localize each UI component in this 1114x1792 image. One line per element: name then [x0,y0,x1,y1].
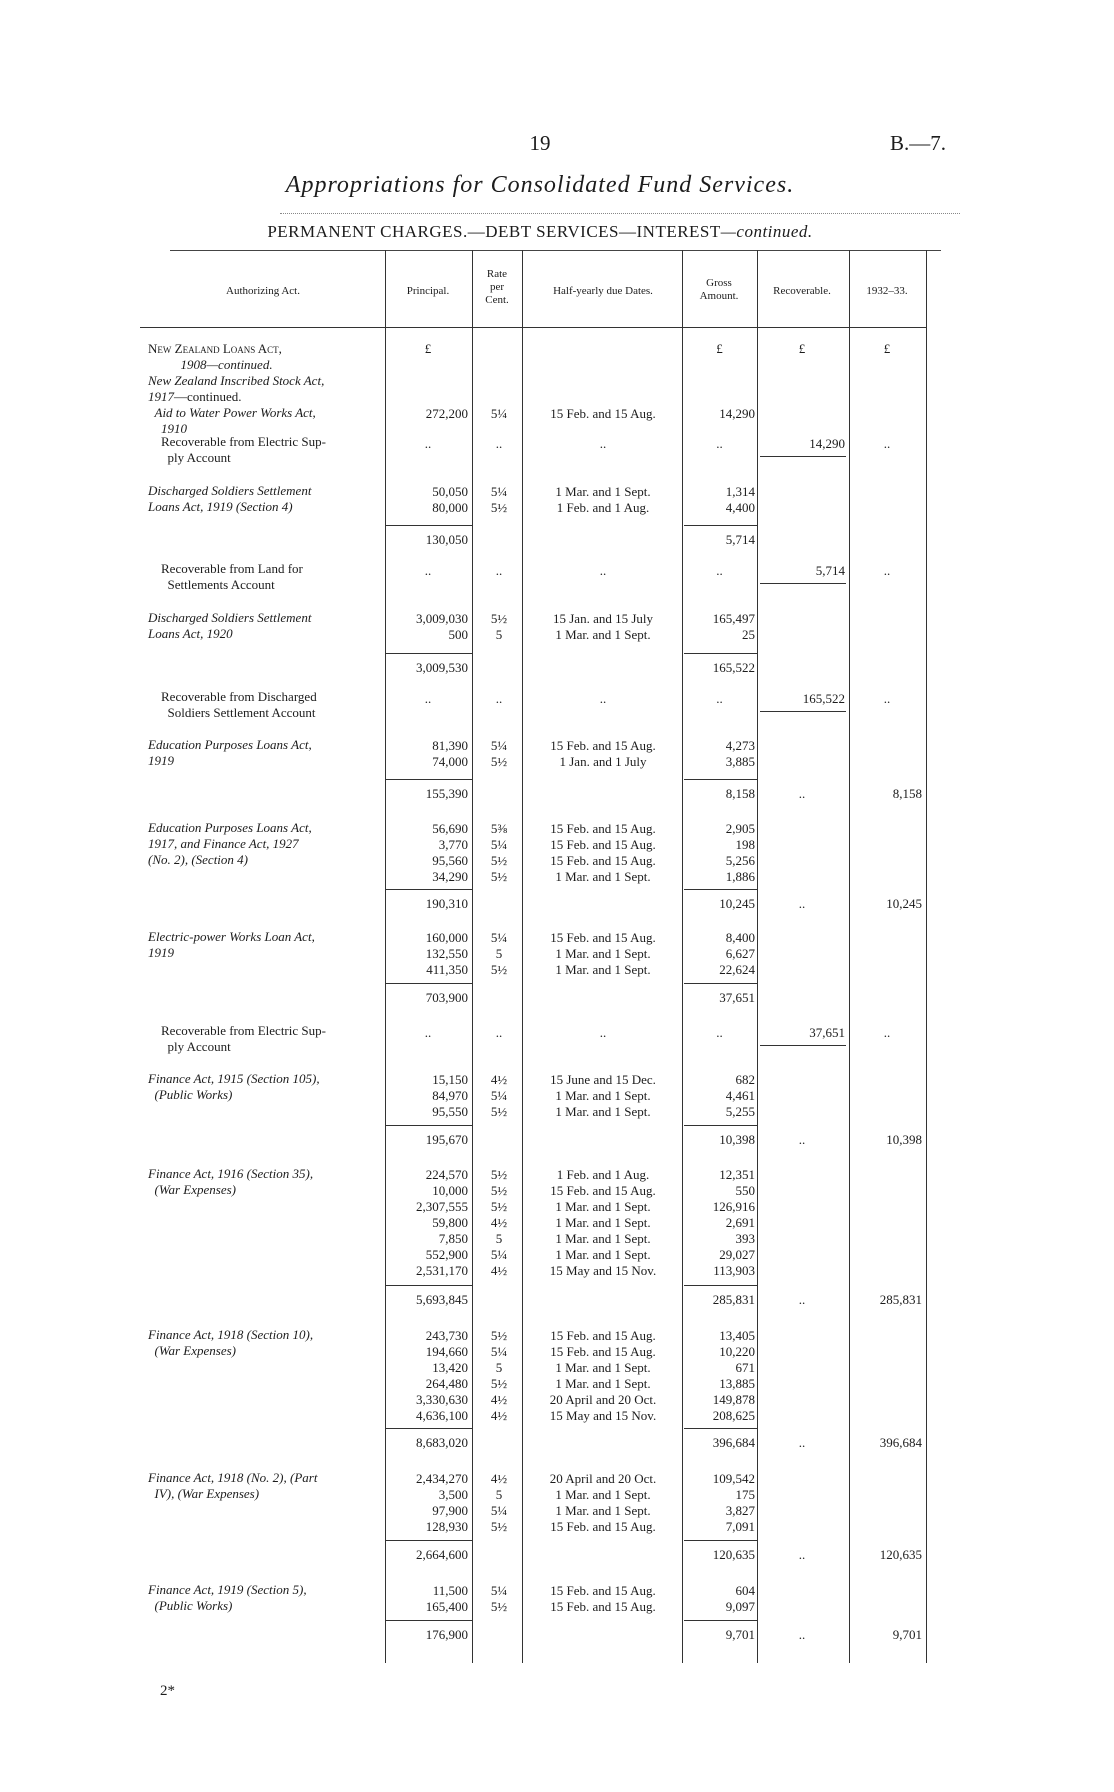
principal-total: 5,693,845 [416,1292,468,1307]
principal-total: 8,683,020 [416,1435,468,1450]
rate-value: 5⅜ [490,821,508,836]
empty-dates: .. [599,563,607,578]
rate-value: 4½ [490,1471,508,1486]
act-text: Finance Act, 1918 (No. 2), (Part [148,1470,318,1485]
rate-value: 5 [495,946,503,961]
year-total: 10,398 [886,1132,922,1147]
authorizing-act: Recoverable from Land for Settlements Account [148,561,303,592]
principal-value: 84,970 [432,1088,468,1103]
title-rule [280,213,960,214]
authorizing-act [148,1582,382,1614]
header-authorizing-act: Authorizing Act. [226,285,300,297]
principal-value: 7,850 [438,1231,468,1246]
principal-value: 194,660 [425,1344,468,1359]
recoverable-total: .. [798,786,806,801]
gross-amount-total: 10,245 [719,896,755,911]
authorizing-act [148,929,382,961]
authorizing-act: Recoverable from Electric Sup- ply Account [148,434,326,465]
due-dates: 15 May and 15 Nov. [549,1263,657,1278]
act-text: Loans Act, 1919 (Section 4) [148,499,293,514]
gross-amount-value: 126,916 [712,1199,755,1214]
act-text: New Zealand Loans Act, [148,341,282,356]
total-rule [386,653,472,654]
principal-total: 176,900 [425,1627,468,1642]
rate-value: 5½ [490,853,508,868]
act-text: (Public Works) [154,1087,233,1102]
due-dates: 1 Mar. and 1 Sept. [555,1088,651,1103]
rate-value: 5 [495,1487,503,1502]
empty-gross: .. [716,436,723,451]
principal-value: 59,800 [432,1215,468,1230]
recoverable-value: 165,522 [802,691,845,706]
act-text: Education Purposes Loans Act, [148,820,312,835]
gross-amount-value: 4,461 [725,1088,755,1103]
subtitle-rule [170,250,941,251]
authorizing-act: New Zealand Loans Act, 1908—continued. New Zealand Inscribed Stock Act, 1917—continued. Aid to Water Power Works Act, 1910 [148,341,325,436]
principal-value: 264,480 [425,1376,468,1391]
due-dates: 15 Feb. and 15 Aug. [550,1583,656,1598]
rate-value: 5½ [490,1328,508,1343]
act-text: Discharged Soldiers Settlement [148,483,312,498]
rate-value: 5½ [490,1104,508,1119]
authorizing-act: Recoverable from Discharged Soldiers Settlement Account [148,689,317,720]
authorizing-act [148,820,382,868]
total-rule [684,779,757,780]
empty-dates: .. [599,1025,607,1040]
rate-value: 5¼ [490,1583,508,1598]
principal-value: 4,636,100 [416,1408,468,1423]
principal-value: 3,009,030 [416,611,468,626]
gross-amount-value: 165,497 [712,611,755,626]
subtitle-main: PERMANENT CHARGES.—DEBT SERVICES—INTEREST [267,222,721,241]
due-dates: 20 April and 20 Oct. [549,1392,657,1407]
act-text: Education Purposes Loans Act, [148,737,312,752]
gross-amount-value: 8,400 [725,930,755,945]
due-dates: 15 Feb. and 15 Aug. [550,821,656,836]
principal-value: 243,730 [425,1328,468,1343]
principal-value: 34,290 [432,869,468,884]
total-rule [684,525,757,526]
principal-total: 3,009,530 [416,660,468,675]
act-text: Finance Act, 1915 (Section 105), [148,1071,320,1086]
due-dates: 1 Feb. and 1 Aug. [556,500,650,515]
total-rule [684,1620,757,1621]
rate-value: 5¼ [490,930,508,945]
page-number: 19 [529,131,551,155]
due-dates: 20 April and 20 Oct. [549,1471,657,1486]
act-text: Finance Act, 1916 (Section 35), [148,1166,314,1181]
due-dates: 1 Mar. and 1 Sept. [555,946,651,961]
principal-value: 50,050 [432,484,468,499]
principal-value: 97,900 [432,1503,468,1518]
principal-value: 128,930 [425,1519,468,1534]
principal-value: 500 [448,627,468,642]
empty-gross: .. [716,691,723,706]
due-dates: 1 Mar. and 1 Sept. [555,1231,651,1246]
total-rule [684,889,757,890]
total-rule [386,1428,472,1429]
act-text: Loans Act, 1920 [148,626,233,641]
column-rule [849,250,850,1663]
due-dates: 15 Feb. and 15 Aug. [550,1599,656,1614]
total-rule [684,1540,757,1541]
gross-amount-value: 113,903 [713,1263,755,1278]
rate-value: 4½ [490,1072,508,1087]
gross-amount-value: 149,878 [712,1392,755,1407]
gross-amount-value: 13,885 [719,1376,755,1391]
total-rule [684,653,757,654]
gross-amount-total: 37,651 [719,990,755,1005]
act-text: 1919 [148,945,174,960]
principal-value: 224,570 [425,1167,468,1182]
rate-value: 5½ [490,1183,508,1198]
total-rule [386,1540,472,1541]
rate-value: 4½ [490,1408,508,1423]
gross-amount-value: 7,091 [725,1519,755,1534]
gross-amount-value: 5,256 [725,853,755,868]
gross-amount-value: 109,542 [712,1471,755,1486]
due-dates: 1 Mar. and 1 Sept. [555,1104,651,1119]
due-dates: 1 Mar. and 1 Sept. [555,1503,651,1518]
gross-amount-value: 175 [735,1487,755,1502]
gross-amount-value: 682 [735,1072,755,1087]
rate-value: 4½ [490,1263,508,1278]
gross-amount-value: 3,827 [725,1503,755,1518]
due-dates: 15 June and 15 Dec. [550,1072,656,1087]
page-footer: 2* [160,1683,175,1699]
gross-amount-value: 604 [735,1583,755,1598]
gross-amount-value: 3,885 [725,754,755,769]
recoverable-value: 5,714 [815,563,845,578]
gross-amount-value: 393 [735,1231,755,1246]
authorizing-act [148,483,382,515]
gross-amount-value: 6,627 [725,946,755,961]
empty-principal: .. [424,436,432,451]
gross-amount-total: 10,398 [719,1132,755,1147]
column-rule [757,250,758,1663]
act-text: Aid to Water Power Works Act, [154,405,316,420]
header-gross-amount: Gross Amount. [699,277,739,302]
due-dates: 1 Mar. and 1 Sept. [555,1215,651,1230]
gross-amount-value: 22,624 [719,962,755,977]
empty-gross: .. [716,563,723,578]
year-total: 10,245 [886,896,922,911]
due-dates: 1 Mar. and 1 Sept. [555,484,651,499]
gross-amount-value: 198 [735,837,755,852]
rate-value: 5 [495,1360,503,1375]
due-dates: 1 Mar. and 1 Sept. [555,1199,651,1214]
year-total: 8,158 [892,786,922,801]
header-rate: Rate per Cent. [485,268,509,306]
due-dates: 1 Feb. and 1 Aug. [556,1167,650,1182]
principal-value: 132,550 [425,946,468,961]
rate-value: 5¼ [490,1088,508,1103]
gross-amount-value: 9,097 [725,1599,755,1614]
rate-value: 5 [495,1231,503,1246]
recoverable-total: .. [798,896,806,911]
act-text: New Zealand Inscribed Stock Act, [148,373,325,388]
currency-principal: £ [424,341,432,356]
due-dates: 1 Jan. and 1 July [559,754,647,769]
rate-value: 5½ [490,611,508,626]
principal-value: 81,390 [432,738,468,753]
total-rule [386,983,472,984]
due-dates: 1 Mar. and 1 Sept. [555,1376,651,1391]
authorizing-act [148,737,382,769]
empty-rate: .. [495,436,503,451]
act-text: IV), (War Expenses) [154,1486,260,1501]
gross-amount-total: 165,522 [712,660,755,675]
rate-value: 5½ [490,962,508,977]
authorizing-act [148,1166,382,1198]
principal-total: 195,670 [425,1132,468,1147]
due-dates: 15 Jan. and 15 July [552,611,654,626]
rate-value: 5¼ [490,484,508,499]
empty-dates: .. [599,436,607,451]
total-rule [684,983,757,984]
principal-total: 2,664,600 [416,1547,468,1562]
gross-amount-value: 14,290 [719,406,755,421]
due-dates: 15 Feb. and 15 Aug. [550,406,656,421]
empty-rate: .. [495,691,503,706]
rate-value: 5¼ [490,1344,508,1359]
gross-amount-value: 10,220 [719,1344,755,1359]
year-total: 285,831 [879,1292,922,1307]
principal-value: 11,500 [432,1583,468,1598]
principal-value: 10,000 [432,1183,468,1198]
due-dates: 1 Mar. and 1 Sept. [555,1247,651,1262]
gross-amount-value: 25 [742,627,755,642]
principal-value: 552,900 [425,1247,468,1262]
recoverable-underline [760,711,846,712]
act-text: (War Expenses) [154,1182,236,1197]
due-dates: 15 Feb. and 15 Aug. [550,738,656,753]
rate-value: 5¼ [490,1247,508,1262]
principal-total: 130,050 [425,532,468,547]
column-rule [472,250,473,1663]
year-value: .. [883,436,891,451]
rate-value: 5½ [490,1599,508,1614]
rate-value: 5½ [490,869,508,884]
recoverable-total: .. [798,1547,806,1562]
year-total: 396,684 [879,1435,922,1450]
principal-value: 15,150 [432,1072,468,1087]
gross-amount-value: 550 [735,1183,755,1198]
recoverable-value: 37,651 [809,1025,845,1040]
due-dates: 15 Feb. and 15 Aug. [550,1183,656,1198]
gross-amount-total: 9,701 [725,1627,755,1642]
rate-value: 4½ [490,1392,508,1407]
recoverable-total: .. [798,1132,806,1147]
rate-value: 5½ [490,1519,508,1534]
total-rule [386,525,472,526]
total-rule [386,1125,472,1126]
recoverable-underline [760,1045,846,1046]
gross-amount-total: 8,158 [725,786,755,801]
column-rule [682,250,683,1663]
header-due-dates: Half-yearly due Dates. [553,285,653,297]
principal-value: 3,770 [438,837,468,852]
recoverable-underline [760,583,846,584]
principal-total: 703,900 [425,990,468,1005]
due-dates: 15 Feb. and 15 Aug. [550,1519,656,1534]
principal-value: 80,000 [432,500,468,515]
total-rule [386,889,472,890]
year-value: .. [883,563,891,578]
principal-value: 74,000 [432,754,468,769]
due-dates: 15 Feb. and 15 Aug. [550,837,656,852]
empty-gross: .. [716,1025,723,1040]
rate-value: 5½ [490,754,508,769]
rate-value: 5 [495,627,503,642]
year-total: 120,635 [879,1547,922,1562]
gross-amount-value: 13,405 [719,1328,755,1343]
gross-amount-value: 5,255 [725,1104,755,1119]
principal-value: 160,000 [425,930,468,945]
act-text: 1917 [148,389,174,404]
due-dates: 15 Feb. and 15 Aug. [550,1328,656,1343]
principal-value: 95,560 [432,853,468,868]
column-rule [522,250,523,1663]
gross-amount-total: 396,684 [712,1435,755,1450]
act-text: Discharged Soldiers Settlement [148,610,312,625]
authorizing-act [148,1071,382,1103]
act-text: 1919 [148,753,174,768]
header-rule [140,327,926,328]
act-text: 1908—continued. [180,357,273,372]
gross-amount-value: 208,625 [712,1408,755,1423]
due-dates: 1 Mar. and 1 Sept. [555,962,651,977]
act-text: (No. 2), (Section 4) [148,852,249,867]
principal-value: 2,434,270 [416,1471,468,1486]
currency-recoverable: £ [798,341,806,356]
empty-dates: .. [599,691,607,706]
empty-rate: .. [495,563,503,578]
authorizing-act: Recoverable from Electric Sup- ply Account [148,1023,326,1054]
rate-value: 5¼ [490,1503,508,1518]
page-title: Appropriations for Consolidated Fund Services. [285,172,795,198]
header-principal: Principal. [406,285,450,297]
empty-principal: .. [424,691,432,706]
authorizing-act [148,1327,382,1359]
act-text: (War Expenses) [154,1343,236,1358]
due-dates: 1 Mar. and 1 Sept. [555,627,651,642]
currency-year: £ [883,341,891,356]
act-text: 1917, and Finance Act, 1927 [148,836,299,851]
subtitle-continued: —continued. [720,222,813,241]
act-text: (Public Works) [154,1598,233,1613]
total-rule [684,1125,757,1126]
recoverable-value: 14,290 [809,436,845,451]
column-rule [926,250,927,1663]
year-value: .. [883,1025,891,1040]
due-dates: 15 Feb. and 15 Aug. [550,1344,656,1359]
principal-value: 56,690 [432,821,468,836]
gross-amount-value: 671 [735,1360,755,1375]
recoverable-total: .. [798,1435,806,1450]
year-total: 9,701 [892,1627,922,1642]
due-dates: 1 Mar. and 1 Sept. [555,1360,651,1375]
empty-principal: .. [424,1025,432,1040]
total-rule [684,1285,757,1286]
due-dates: 15 Feb. and 15 Aug. [550,853,656,868]
header-year: 1932–33. [866,285,908,297]
rate-value: 5¼ [490,837,508,852]
principal-value: 3,330,630 [416,1392,468,1407]
gross-amount-value: 2,691 [725,1215,755,1230]
total-rule [684,1428,757,1429]
rate-value: 5½ [490,1199,508,1214]
due-dates: 15 Feb. and 15 Aug. [550,930,656,945]
principal-value: 2,531,170 [416,1263,468,1278]
total-rule [386,1620,472,1621]
total-rule [386,1285,472,1286]
principal-value: 2,307,555 [416,1199,468,1214]
act-text: Electric-power Works Loan Act, [148,929,315,944]
act-text: Finance Act, 1919 (Section 5), [148,1582,307,1597]
due-dates: 15 May and 15 Nov. [549,1408,657,1423]
principal-value: 165,400 [425,1599,468,1614]
act-text: Finance Act, 1918 (Section 10), [148,1327,314,1342]
principal-total: 155,390 [425,786,468,801]
due-dates: 1 Mar. and 1 Sept. [555,869,651,884]
gross-amount-total: 5,714 [725,532,755,547]
recoverable-total: .. [798,1292,806,1307]
rate-value: 5½ [490,1376,508,1391]
principal-value: 3,500 [438,1487,468,1502]
rate-value: 4½ [490,1215,508,1230]
principal-value: 95,550 [432,1104,468,1119]
authorizing-act [148,1470,382,1502]
due-dates: 1 Mar. and 1 Sept. [555,1487,651,1502]
gross-amount-value: 4,273 [725,738,755,753]
gross-amount-value: 12,351 [719,1167,755,1182]
gross-amount-total: 120,635 [712,1547,755,1562]
empty-principal: .. [424,563,432,578]
gross-amount-value: 29,027 [719,1247,755,1262]
header-recoverable: Recoverable. [773,285,831,297]
year-value: .. [883,691,891,706]
principal-total: 190,310 [425,896,468,911]
rate-value: 5½ [490,1167,508,1182]
gross-amount-value: 1,886 [725,869,755,884]
rate-value: 5¼ [490,738,508,753]
gross-amount-value: 2,905 [725,821,755,836]
total-rule [386,779,472,780]
rate-value: 5½ [490,500,508,515]
empty-rate: .. [495,1025,503,1040]
gross-amount-value: 1,314 [725,484,755,499]
principal-value: 13,420 [432,1360,468,1375]
gross-amount-value: 4,400 [725,500,755,515]
document-reference: B.—7. [890,131,947,155]
recoverable-underline [760,456,846,457]
section-subtitle [0,222,1080,242]
gross-amount-total: 285,831 [712,1292,755,1307]
principal-value: 272,200 [425,406,468,421]
currency-gross: £ [716,341,723,356]
authorizing-act [148,610,382,642]
rate-value: 5¼ [490,406,508,421]
principal-value: 411,350 [426,962,468,977]
act-text: 1910 [161,421,187,436]
column-rule [385,250,386,1663]
recoverable-total: .. [798,1627,806,1642]
